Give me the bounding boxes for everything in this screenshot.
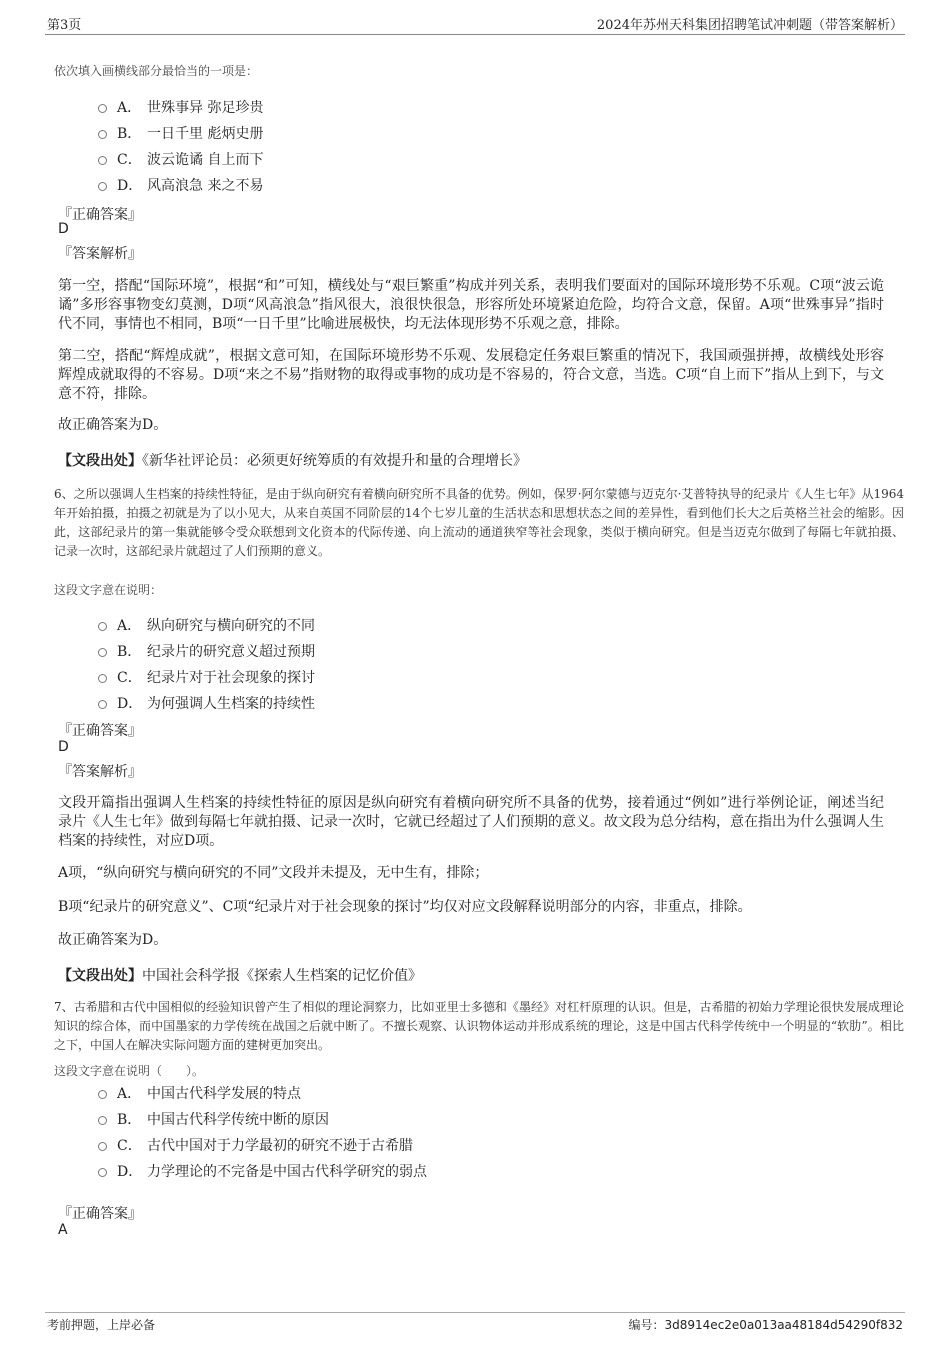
q5-answer: D	[58, 221, 69, 237]
radio-icon[interactable]	[98, 1168, 107, 1177]
document-id: 编号：3d8914ec2e0a013aa48184d54290f832	[628, 1318, 903, 1332]
document-title: 2024年苏州天科集团招聘笔试冲刺题（带答案解析）	[596, 18, 903, 33]
q6-option-d[interactable]: D． 为何强调人生档案的持续性	[98, 693, 315, 713]
q7-option-d[interactable]: D． 力学理论的不完备是中国古代科学研究的弱点	[98, 1161, 427, 1181]
page-footer	[45, 1312, 905, 1332]
q6-analysis-p2: A项，“纵向研究与横向研究的不同”文段并未提及，无中生有，排除；	[58, 865, 489, 881]
q5-analysis-p3: 故正确答案为D。	[58, 417, 168, 433]
radio-icon[interactable]	[98, 674, 107, 683]
q5-answer-label: 『正确答案』	[58, 207, 142, 223]
q6-option-b[interactable]: B． 纪录片的研究意义超过预期	[98, 641, 315, 661]
q6-analysis-p1: 文段开篇指出强调人生档案的持续性特征的原因是纵向研究有着横向研究所不具备的优势，接着通过“例如”进行举例论证，阐述当纪录片《人生七年》做到每隔七年就拍摄、记录一次时，它就已经超过了人们预期的意义。故文段为总分结构，意在指出为什么强调人生档案的持续性，对应D项。	[58, 795, 884, 849]
q7-option-a[interactable]: A． 中国古代科学发展的特点	[98, 1083, 301, 1103]
footer-slogan: 考前押题，上岸必备	[47, 1318, 156, 1332]
q7-answer-label: 『正确答案』	[58, 1206, 142, 1222]
q5-prompt: 依次填入画横线部分最恰当的一项是：	[54, 64, 259, 78]
radio-icon[interactable]	[98, 130, 107, 139]
q5-source: 【文段出处】《新华社评论员：必须更好统筹质的有效提升和量的合理增长》	[58, 453, 527, 469]
q6-stem: 6、之所以强调人生档案的持续性特征，是由于纵向研究有着横向研究所不具备的优势。例如，保罗·阿尔蒙德与迈克尔·艾普特执导的纪录片《人生七年》从1964年开始拍摄，拍摄之初就是为了以小见大，从来自英国不同阶层的14个七岁儿童的生活状态和思想状态之间的差异性，看到他们长大之后英格兰社会的缩影。因此，这部纪录片的第一集就能够令受众联想到文化资本的代际传递、向上流动的通道狭窄等社会现象，类似于横向研究。但是当迈克尔做到了每隔七年就拍摄、记录一次时，这部纪录片就超过了人们预期的意义。	[54, 487, 904, 558]
q5-option-d[interactable]: D． 风高浪急 来之不易	[98, 175, 263, 195]
q7-answer: A	[58, 1222, 68, 1238]
q7-stem: 7、古希腊和古代中国相似的经验知识曾产生了相似的理论洞察力，比如亚里士多德和《墨经》对杠杆原理的认识。但是，古希腊的初始力学理论很快发展成理论知识的综合体，而中国墨家的力学传统在战国之后就中断了。不擅长观察、认识物体运动并形成系统的理论，这是中国古代科学传统中一个明显的“软肋”。相比之下，中国人在解决实际问题方面的建树更加突出。	[54, 1000, 904, 1052]
q5-option-a[interactable]: A． 世殊事异 弥足珍贵	[98, 97, 263, 117]
page-header	[45, 12, 905, 35]
q6-analysis-p4: 故正确答案为D。	[58, 932, 168, 948]
q7-option-b[interactable]: B． 中国古代科学传统中断的原因	[98, 1109, 329, 1129]
radio-icon[interactable]	[98, 1090, 107, 1099]
q6-answer-label: 『正确答案』	[58, 723, 142, 739]
q5-option-c[interactable]: C． 波云诡谲 自上而下	[98, 149, 263, 169]
q7-prompt: 这段文字意在说明（ ）。	[54, 1064, 205, 1078]
q6-prompt: 这段文字意在说明：	[54, 583, 163, 597]
radio-icon[interactable]	[98, 648, 107, 657]
radio-icon[interactable]	[98, 1116, 107, 1125]
q6-option-a[interactable]: A． 纵向研究与横向研究的不同	[98, 615, 315, 635]
radio-icon[interactable]	[98, 622, 107, 631]
radio-icon[interactable]	[98, 700, 107, 709]
q5-option-b[interactable]: B． 一日千里 彪炳史册	[98, 123, 263, 143]
q5-analysis-p1: 第一空，搭配“国际环境”，根据“和”可知，横线处与“艰巨繁重”构成并列关系，表明我们要面对的国际环境形势不乐观。C项“波云诡谲”多形容事物变幻莫测，D项“风高浪急”指风很大，浪很快很急，形容所处环境紧迫危险，均符合文意，保留。A项“世殊事异”指时代不同，事情也不相同，B项“一日千里”比喻进展极快，均无法体现形势不乐观之意，排除。	[58, 278, 884, 332]
q6-analysis-p3: B项“纪录片的研究意义”、C项“纪录片对于社会现象的探讨”均仅对应文段解释说明部分的内容，非重点，排除。	[58, 899, 752, 915]
radio-icon[interactable]	[98, 182, 107, 191]
q6-answer: D	[58, 739, 69, 755]
radio-icon[interactable]	[98, 104, 107, 113]
page-number: 第3页	[47, 18, 82, 33]
q5-analysis-label: 『答案解析』	[58, 246, 142, 262]
q6-analysis-label: 『答案解析』	[58, 764, 142, 780]
radio-icon[interactable]	[98, 1142, 107, 1151]
radio-icon[interactable]	[98, 156, 107, 165]
q6-source: 【文段出处】中国社会科学报《探索人生档案的记忆价值》	[58, 968, 422, 984]
q5-analysis-p2: 第二空，搭配“辉煌成就”，根据文意可知，在国际环境形势不乐观、发展稳定任务艰巨繁重的情况下，我国顽强拼搏，故横线处形容辉煌成就取得的不容易。D项“来之不易”指财物的取得或事物的成功是不容易的，符合文意，当选。C项“自上而下”指从上到下，与文意不符，排除。	[58, 348, 884, 402]
q7-option-c[interactable]: C． 古代中国对于力学最初的研究不逊于古希腊	[98, 1135, 413, 1155]
q6-option-c[interactable]: C． 纪录片对于社会现象的探讨	[98, 667, 315, 687]
